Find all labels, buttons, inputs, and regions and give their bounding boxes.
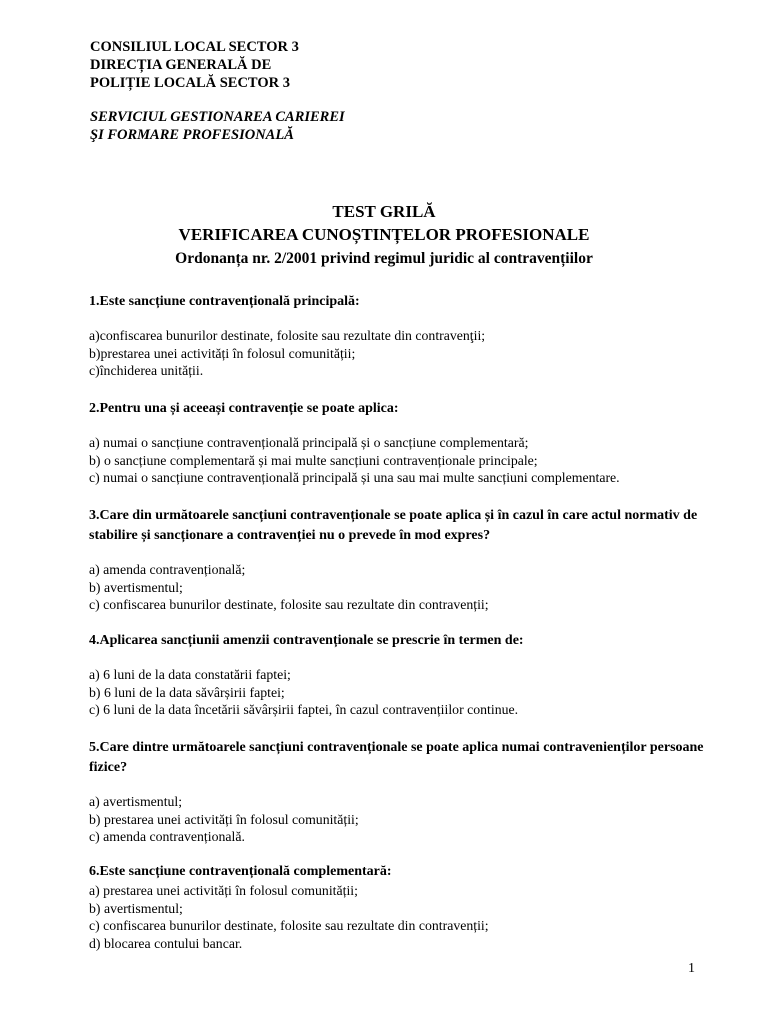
option-c: c) confiscarea bunurilor destinate, folosite sau rezultate din contravenții; <box>89 918 489 933</box>
option-b: b) prestarea unei activități în folosul comunității; <box>89 811 359 827</box>
option-b: b) avertismentul; <box>89 900 183 916</box>
question-3 <box>89 506 709 614</box>
question-title: 4.Aplicarea sancțiunii amenzii contravenționale se prescrie în termen de: <box>89 633 524 648</box>
question-1 <box>89 292 709 380</box>
option-a: a)confiscarea bunurilor destinate, folosite sau rezultate din contravenţii; <box>89 328 486 343</box>
service-line-2: ŞI FORMARE PROFESIONALĂ <box>90 127 294 143</box>
option-b: b) 6 luni de la data săvârșirii faptei; <box>89 684 285 700</box>
option-d: d) blocarea contului bancar. <box>89 935 243 951</box>
header-line-2: DIRECȚIA GENERALĂ DE <box>90 57 272 73</box>
service-line-1: SERVICIUL GESTIONAREA CARIEREI <box>90 109 345 125</box>
option-c: c) amenda contravențională. <box>89 829 245 844</box>
option-a: a) amenda contravențională; <box>89 562 246 577</box>
question-2 <box>89 399 709 487</box>
option-b: b) o sancțiune complementară și mai multe sancțiuni contravenționale principale; <box>89 452 538 468</box>
question-options <box>89 434 709 487</box>
question-4 <box>89 631 709 719</box>
option-b: b)prestarea unei activități în folosul comunității; <box>89 345 356 361</box>
question-title: 5.Care dintre următoarele sancțiuni contravenționale se poate aplica numai contravenienților persoane fizice? <box>89 740 704 775</box>
question-title: 1.Este sancțiune contravențională principală: <box>89 294 360 309</box>
header-line-1: CONSILIUL LOCAL SECTOR 3 <box>90 39 299 55</box>
option-c: c) 6 luni de la data încetării săvârșirii faptei, în cazul contravențiilor continue. <box>89 702 519 717</box>
document-title: TEST GRILĂ <box>332 202 436 221</box>
service-header <box>90 108 345 144</box>
question-5 <box>89 738 709 846</box>
question-title: 6.Este sancțiune contravențională complementară: <box>89 864 392 879</box>
question-title: 2.Pentru una și aceeași contravenție se poate aplica: <box>89 401 399 416</box>
question-options <box>89 561 709 614</box>
option-c: c) numai o sancțiune contravențională principală și una sau mai multe sancțiuni complementare. <box>89 470 620 485</box>
question-options <box>89 666 709 719</box>
document-law-reference: Ordonanța nr. 2/2001 privind regimul juridic al contravențiilor <box>175 250 593 267</box>
institution-header <box>90 38 299 92</box>
question-options <box>89 327 709 380</box>
option-c: c) confiscarea bunurilor destinate, folosite sau rezultate din contravenții; <box>89 597 489 612</box>
question-6 <box>89 862 709 952</box>
option-a: a) prestarea unei activități în folosul comunității; <box>89 883 358 898</box>
option-a: a) 6 luni de la data constatării faptei; <box>89 667 291 682</box>
question-title: 3.Care din următoarele sancțiuni contravenționale se poate aplica și în cazul în care actul normativ de stabilire și sancționare a contravenției nu o prevede în mod expres? <box>89 508 698 543</box>
question-options <box>89 882 709 952</box>
option-c: c)închiderea unității. <box>89 363 204 378</box>
option-a: a) numai o sancțiune contravențională principală și o sancțiune complementară; <box>89 435 529 450</box>
document-subtitle: VERIFICAREA CUNOȘTINȚELOR PROFESIONALE <box>178 225 590 244</box>
option-b: b) avertismentul; <box>89 579 183 595</box>
option-a: a) avertismentul; <box>89 794 183 809</box>
header-line-3: POLIȚIE LOCALĂ SECTOR 3 <box>90 75 290 91</box>
page-number: 1 <box>688 961 695 976</box>
question-options <box>89 793 709 846</box>
